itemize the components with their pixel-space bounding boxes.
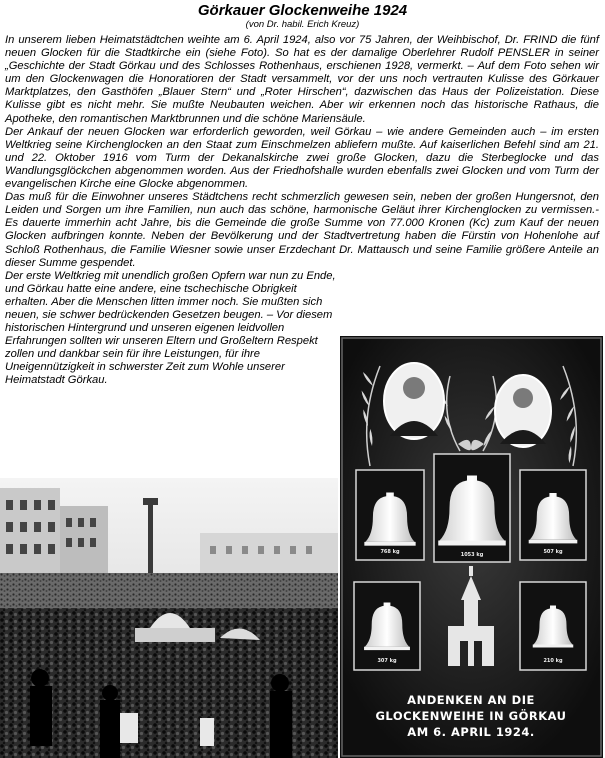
portrait-left-icon — [384, 363, 444, 439]
portrait-right-icon — [495, 375, 551, 447]
paragraph-2: Der Ankauf der neuen Glocken war erforderlich geworden, weil Görkau – wie andere Gemeinden auch – im ersten Weltkrieg seine Kirchenglocken an den Staat zum Einschmelzen abliefern mußte. Auf kaiserlichen Befehl sind am 21. und 22. Oktober 1916 vom Turm der Dekanalskirche zwei große Glocken, dazu die Sterbeglocke und das Wandlungsglöckchen abgenommen worden. Aus der Friedhofshalle wurden ebenfalls zwei Glocken und vom Turm der evangelischen Kirche eine Glocke abgenommen. — [5, 125, 599, 191]
svg-text:307 kg: 307 kg — [377, 658, 397, 664]
postcard-caption-1: ANDENKEN AN DIE — [407, 693, 535, 707]
svg-text:1053 kg: 1053 kg — [460, 552, 484, 558]
postcard-caption-2: GLOCKENWEIHE IN GÖRKAU — [375, 709, 567, 723]
svg-text:210 kg: 210 kg — [543, 658, 563, 664]
bell-panel-right — [520, 470, 586, 560]
bell-panel-lower-left — [354, 582, 420, 670]
paragraph-1: In unserem lieben Heimatstädtchen weihte am 6. April 1924, also vor 75 Jahren, der Weihbischof, Dr. FRIND die fünf neuen Glocken für die Stadtkirche ein (siehe Foto). So hat es der damalige Oberlehrer Rudolf PENSLER in seiner „Geschichte der Stadt Görkau und des Schlosses Rothenhaus, erschienen 1928, vermerkt. – Auf dem Foto sehen wir um den Glockenwagen die Honoratioren der Stadt versammelt, vor der uns noch vertrauten Kulisse des Görkauer Marktplatzes, den Gasthöfen „Blauer Stern“ und „Roter Hirschen“, dazwischen das Haus der Polizeistation. Diese Kulisse gibt es nicht mehr. Sie mußte Neubauten weichen. Aber wir erkennen noch das historische Rathaus, die Apotheke, den romantischen Marktbrunnen und die schöne Mariensäule. — [5, 34, 599, 125]
postcard-caption-3: AM 6. APRIL 1924. — [407, 725, 535, 739]
svg-text:768 kg: 768 kg — [380, 549, 400, 555]
bell-panel-lower-right — [520, 582, 586, 670]
article-body — [5, 34, 599, 388]
bell-panel-left — [356, 470, 424, 560]
article-author: (von Dr. habil. Erich Kreuz) — [245, 19, 360, 30]
paragraph-4: Der erste Weltkrieg mit unendlich großen Opfern war nun zu Ende, und Görkau hatte eine andere, eine tschechische Obrigkeit erhalten. Aber die Menschen litten immer noch. Sie mußten sich neuen, sie schwer bedrückenden Gesetzen beugen. – Vor diesem historischen Hintergrund und unseren eigenen leidvollen Erfahrungen sollten wir unseren Eltern und Großeltern Respekt zollen und dankbar sein für ihre Leistungen, für ihre Uneigennützigkeit in schwerster Zeit zum Wohle unserer Heimatstadt Görkau. — [5, 269, 336, 387]
svg-text:507 kg: 507 kg — [543, 549, 563, 555]
paragraph-3: Das muß für die Einwohner unseres Städtchens recht schmerzlich gewesen sein, neben der großen Hungersnot, den Leiden und Sorgen um ihre Familien, nun auch das schöne, harmonische Geläut ihrer Kirchenglocken zu vermissen.- Es dauerte immerhin acht Jahre, bis die Gemeinde die große Summe von 77.000 Kronen (Kc) zum Kauf der neuen Glocken aufbringen konnte. Neben der Bevölkerung und der Stadtvertretung haben die Fürstin von Hohenlohe auf Schloß Rothenhaus, die Familie Wiesner sowie unser Erzdechant Dr. Mattausch und seine Familie größere Anteile an dieser Summe gespendet. — [5, 191, 599, 269]
article-title: Görkauer Glockenweihe 1924 — [197, 2, 408, 19]
commemorative-postcard — [340, 336, 603, 758]
bell-panel-center — [434, 454, 510, 562]
market-square-photo — [0, 478, 338, 758]
